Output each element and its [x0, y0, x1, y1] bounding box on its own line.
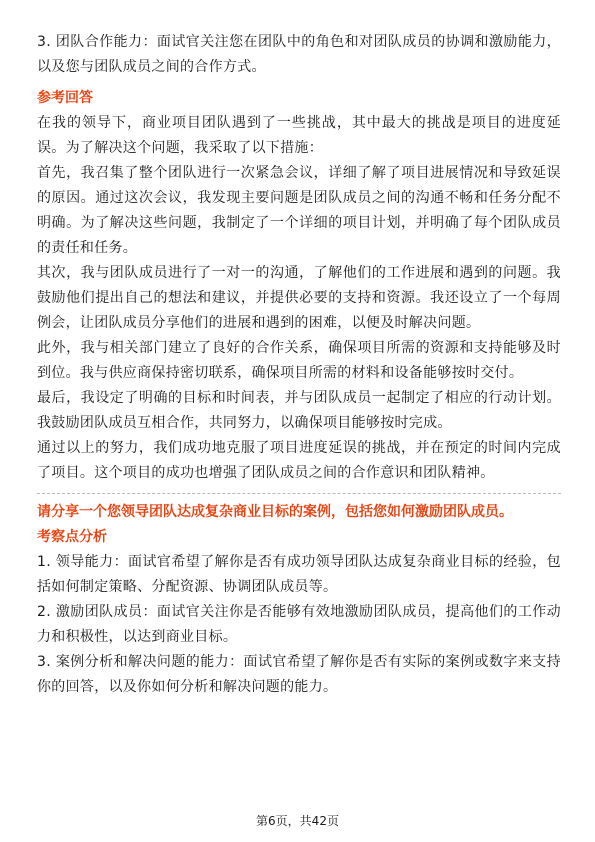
answer-paragraph-intro: 在我的领导下，商业项目团队遇到了一些挑战，其中最大的挑战是项目的进度延误。为了解决这个问题，我采取了以下措施： — [37, 115, 561, 156]
answer-paragraph-additionally: 此外，我与相关部门建立了良好的合作关系，确保项目所需的资源和支持能够及时到位。我与供应商保持密切联系，确保项目所需的材料和设备能够按时交付。 — [37, 340, 561, 381]
interview-question: 请分享一个您领导团队达成复杂商业目标的案例，包括您如何激励团队成员。 — [37, 504, 513, 520]
analysis-item-motivation: 2. 激励团队成员：面试官关注你是否能够有效地激励团队成员，提高他们的工作动力和积极性，以达到商业目标。 — [37, 604, 561, 645]
analysis-item-leadership: 1. 领导能力：面试官希望了解你是否有成功领导团队达成复杂商业目标的经验，包括如何制定策略、分配资源、协调团队成员等。 — [37, 554, 561, 595]
criteria-item-teamwork: 3. 团队合作能力：面试官关注您在团队中的角色和对团队成员的协调和激励能力，以及您与团队成员之间的合作方式。 — [37, 34, 561, 75]
answer-paragraph-conclusion: 通过以上的努力，我们成功地克服了项目进度延误的挑战，并在预定的时间内完成了项目。这个项目的成功也增强了团队成员之间的合作意识和团队精神。 — [37, 440, 561, 481]
page-number: 第6页，共42页 — [256, 814, 339, 828]
analysis-heading: 考察点分析 — [37, 529, 107, 545]
answer-paragraph-second: 其次，我与团队成员进行了一对一的沟通，了解他们的工作进展和遇到的问题。我鼓励他们提出自己的想法和建议，并提供必要的支持和资源。我还设立了一个每周例会，让团队成员分享他们的进展和遇到的困难，以便及时解决问题。 — [37, 265, 561, 331]
section-divider — [37, 493, 561, 494]
page-content — [37, 30, 561, 700]
answer-paragraph-first: 首先，我召集了整个团队进行一次紧急会议，详细了解了项目进展情况和导致延误的原因。通过这次会议，我发现主要问题是团队成员之间的沟通不畅和任务分配不明确。为了解决这些问题，我制定了一个详细的项目计划，并明确了每个团队成员的责任和任务。 — [37, 165, 561, 256]
reference-answer-heading: 参考回答 — [37, 90, 93, 106]
analysis-item-case-analysis: 3. 案例分析和解决问题的能力：面试官希望了解你是否有实际的案例或数字来支持你的回答，以及你如何分析和解决问题的能力。 — [37, 654, 561, 695]
answer-paragraph-finally: 最后，我设定了明确的目标和时间表，并与团队成员一起制定了相应的行动计划。我鼓励团队成员互相合作，共同努力，以确保项目能够按时完成。 — [37, 390, 561, 431]
